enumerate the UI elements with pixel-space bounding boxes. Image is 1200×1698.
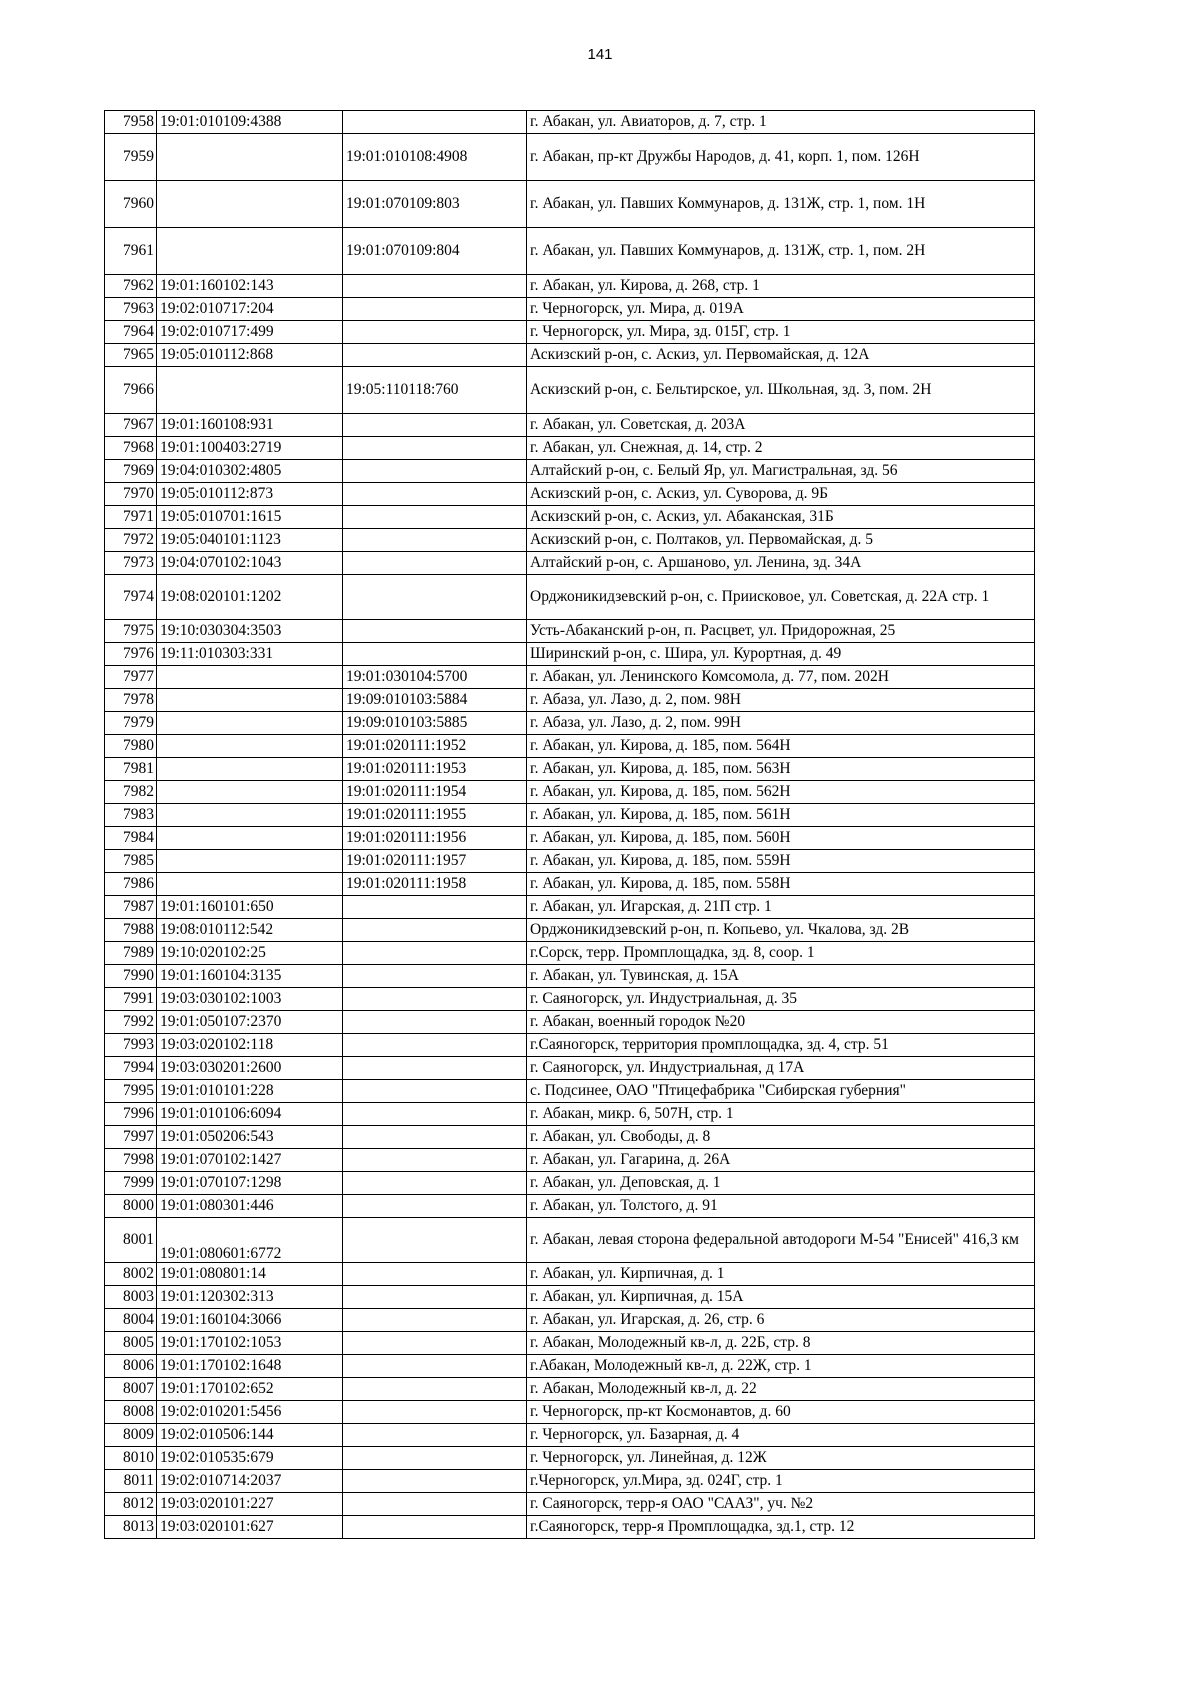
address-cell: г. Абакан, ул. Тувинская, д. 15А bbox=[527, 965, 1035, 988]
cadastral-number-cell: 19:01:010109:4388 bbox=[157, 111, 343, 134]
premises-cadastral-number-cell: 19:05:110118:760 bbox=[343, 367, 527, 414]
table-row bbox=[105, 1332, 1035, 1355]
address-cell: г. Черногорск, ул. Базарная, д. 4 bbox=[527, 1424, 1035, 1447]
premises-cadastral-number-cell bbox=[343, 1080, 527, 1103]
premises-cadastral-number-cell bbox=[343, 643, 527, 666]
cadastral-number-cell: 19:04:010302:4805 bbox=[157, 460, 343, 483]
premises-cadastral-number-cell bbox=[343, 988, 527, 1011]
address-cell: г. Абаза, ул. Лазо, д. 2, пом. 98Н bbox=[527, 689, 1035, 712]
table-row bbox=[105, 181, 1035, 228]
table-row bbox=[105, 827, 1035, 850]
premises-cadastral-number-cell bbox=[343, 1126, 527, 1149]
address-cell: г. Абакан, военный городок №20 bbox=[527, 1011, 1035, 1034]
premises-cadastral-number-cell bbox=[343, 620, 527, 643]
cadastral-number-cell bbox=[157, 735, 343, 758]
row-number-cell: 8008 bbox=[105, 1401, 157, 1424]
row-number-cell: 7979 bbox=[105, 712, 157, 735]
cadastral-number-cell bbox=[157, 873, 343, 896]
table-row bbox=[105, 344, 1035, 367]
cadastral-number-cell: 19:03:020101:627 bbox=[157, 1516, 343, 1539]
table-row bbox=[105, 1424, 1035, 1447]
cadastral-number-cell bbox=[157, 781, 343, 804]
address-cell: г. Абакан, Молодежный кв-л, д. 22Б, стр. 8 bbox=[527, 1332, 1035, 1355]
address-cell: г. Абакан, ул. Кирова, д. 185, пом. 564Н bbox=[527, 735, 1035, 758]
premises-cadastral-number-cell: 19:01:020111:1958 bbox=[343, 873, 527, 896]
row-number-cell: 7976 bbox=[105, 643, 157, 666]
table-row bbox=[105, 1263, 1035, 1286]
table-row bbox=[105, 873, 1035, 896]
cadastral-number-cell: 19:01:160102:143 bbox=[157, 275, 343, 298]
table-row bbox=[105, 758, 1035, 781]
premises-cadastral-number-cell: 19:01:020111:1957 bbox=[343, 850, 527, 873]
premises-cadastral-number-cell: 19:01:020111:1954 bbox=[343, 781, 527, 804]
cadastral-number-cell: 19:01:050107:2370 bbox=[157, 1011, 343, 1034]
row-number-cell: 7962 bbox=[105, 275, 157, 298]
cadastral-number-cell bbox=[157, 712, 343, 735]
table-row bbox=[105, 1401, 1035, 1424]
row-number-cell: 7994 bbox=[105, 1057, 157, 1080]
address-cell: г.Саяногорск, терр-я Промплощадка, зд.1, стр. 12 bbox=[527, 1516, 1035, 1539]
cadastral-number-cell bbox=[157, 181, 343, 228]
table-row bbox=[105, 437, 1035, 460]
cadastral-number-cell: 19:01:080301:446 bbox=[157, 1195, 343, 1218]
table-row bbox=[105, 919, 1035, 942]
address-cell: Аскизский р-он, с. Аскиз, ул. Первомайская, д. 12А bbox=[527, 344, 1035, 367]
row-number-cell: 7965 bbox=[105, 344, 157, 367]
premises-cadastral-number-cell: 19:01:070109:804 bbox=[343, 228, 527, 275]
premises-cadastral-number-cell: 19:01:010108:4908 bbox=[343, 134, 527, 181]
premises-cadastral-number-cell: 19:01:020111:1955 bbox=[343, 804, 527, 827]
address-cell: г. Абакан, ул. Авиаторов, д. 7, стр. 1 bbox=[527, 111, 1035, 134]
cadastral-number-cell bbox=[157, 689, 343, 712]
premises-cadastral-number-cell bbox=[343, 1263, 527, 1286]
cadastral-number-cell bbox=[157, 367, 343, 414]
row-number-cell: 8013 bbox=[105, 1516, 157, 1539]
cadastral-number-cell: 19:02:010535:679 bbox=[157, 1447, 343, 1470]
row-number-cell: 7991 bbox=[105, 988, 157, 1011]
premises-cadastral-number-cell bbox=[343, 1218, 527, 1263]
premises-cadastral-number-cell bbox=[343, 942, 527, 965]
table-row bbox=[105, 321, 1035, 344]
cadastral-number-cell: 19:05:010112:868 bbox=[157, 344, 343, 367]
cadastral-number-cell: 19:03:020102:118 bbox=[157, 1034, 343, 1057]
cadastral-number-cell: 19:01:160104:3135 bbox=[157, 965, 343, 988]
row-number-cell: 8010 bbox=[105, 1447, 157, 1470]
address-cell: Аскизский р-он, с. Бельтирское, ул. Школьная, зд. 3, пом. 2Н bbox=[527, 367, 1035, 414]
table-row bbox=[105, 111, 1035, 134]
table-row bbox=[105, 1309, 1035, 1332]
cadastral-number-cell: 19:05:040101:1123 bbox=[157, 529, 343, 552]
row-number-cell: 7959 bbox=[105, 134, 157, 181]
cadastral-number-cell: 19:01:160104:3066 bbox=[157, 1309, 343, 1332]
address-cell: г. Абакан, микр. 6, 507Н, стр. 1 bbox=[527, 1103, 1035, 1126]
row-number-cell: 8004 bbox=[105, 1309, 157, 1332]
row-number-cell: 8009 bbox=[105, 1424, 157, 1447]
cadastral-number-cell: 19:01:120302:313 bbox=[157, 1286, 343, 1309]
row-number-cell: 7980 bbox=[105, 735, 157, 758]
row-number-cell: 7990 bbox=[105, 965, 157, 988]
cadastral-number-cell: 19:01:080801:14 bbox=[157, 1263, 343, 1286]
address-cell: Усть-Абаканский р-он, п. Расцвет, ул. Придорожная, 25 bbox=[527, 620, 1035, 643]
row-number-cell: 7986 bbox=[105, 873, 157, 896]
premises-cadastral-number-cell bbox=[343, 1103, 527, 1126]
table-row bbox=[105, 1080, 1035, 1103]
address-cell: г. Абакан, ул. Советская, д. 203А bbox=[527, 414, 1035, 437]
row-number-cell: 7987 bbox=[105, 896, 157, 919]
premises-cadastral-number-cell bbox=[343, 1424, 527, 1447]
table-row bbox=[105, 1516, 1035, 1539]
premises-cadastral-number-cell bbox=[343, 1011, 527, 1034]
table-row bbox=[105, 988, 1035, 1011]
address-cell: г. Абакан, ул. Толстого, д. 91 bbox=[527, 1195, 1035, 1218]
premises-cadastral-number-cell bbox=[343, 1516, 527, 1539]
row-number-cell: 7969 bbox=[105, 460, 157, 483]
row-number-cell: 7993 bbox=[105, 1034, 157, 1057]
table-row bbox=[105, 965, 1035, 988]
row-number-cell: 7997 bbox=[105, 1126, 157, 1149]
address-cell: Орджоникидзевский р-он, с. Приисковое, ул. Советская, д. 22А стр. 1 bbox=[527, 575, 1035, 620]
premises-cadastral-number-cell bbox=[343, 298, 527, 321]
row-number-cell: 7984 bbox=[105, 827, 157, 850]
premises-cadastral-number-cell: 19:09:010103:5885 bbox=[343, 712, 527, 735]
address-cell: г. Абакан, ул. Кирова, д. 185, пом. 561Н bbox=[527, 804, 1035, 827]
premises-cadastral-number-cell: 19:01:030104:5700 bbox=[343, 666, 527, 689]
premises-cadastral-number-cell bbox=[343, 1172, 527, 1195]
cadastral-number-cell: 19:01:070107:1298 bbox=[157, 1172, 343, 1195]
cadastral-number-cell: 19:05:010112:873 bbox=[157, 483, 343, 506]
premises-cadastral-number-cell bbox=[343, 344, 527, 367]
cadastral-number-cell: 19:10:030304:3503 bbox=[157, 620, 343, 643]
row-number-cell: 8003 bbox=[105, 1286, 157, 1309]
row-number-cell: 7968 bbox=[105, 437, 157, 460]
table-row bbox=[105, 735, 1035, 758]
premises-cadastral-number-cell: 19:01:020111:1956 bbox=[343, 827, 527, 850]
address-cell: г.Сорск, терр. Промплощадка, зд. 8, соор. 1 bbox=[527, 942, 1035, 965]
row-number-cell: 7981 bbox=[105, 758, 157, 781]
address-cell: г. Абакан, ул. Кирпичная, д. 1 bbox=[527, 1263, 1035, 1286]
property-table-body bbox=[105, 111, 1035, 1539]
premises-cadastral-number-cell bbox=[343, 1286, 527, 1309]
address-cell: г.Абакан, Молодежный кв-л, д. 22Ж, стр. 1 bbox=[527, 1355, 1035, 1378]
table-row bbox=[105, 896, 1035, 919]
cadastral-number-cell: 19:08:020101:1202 bbox=[157, 575, 343, 620]
premises-cadastral-number-cell: 19:01:020111:1952 bbox=[343, 735, 527, 758]
address-cell: Алтайский р-он, с. Белый Яр, ул. Магистральная, зд. 56 bbox=[527, 460, 1035, 483]
address-cell: г. Абакан, ул. Павших Коммунаров, д. 131Ж, стр. 1, пом. 1Н bbox=[527, 181, 1035, 228]
cadastral-number-cell bbox=[157, 850, 343, 873]
premises-cadastral-number-cell bbox=[343, 1447, 527, 1470]
row-number-cell: 7970 bbox=[105, 483, 157, 506]
address-cell: г. Абакан, ул. Павших Коммунаров, д. 131Ж, стр. 1, пом. 2Н bbox=[527, 228, 1035, 275]
row-number-cell: 8011 bbox=[105, 1470, 157, 1493]
address-cell: г. Абакан, ул. Ленинского Комсомола, д. 77, пом. 202Н bbox=[527, 666, 1035, 689]
row-number-cell: 7974 bbox=[105, 575, 157, 620]
cadastral-number-cell: 19:08:010112:542 bbox=[157, 919, 343, 942]
row-number-cell: 8002 bbox=[105, 1263, 157, 1286]
premises-cadastral-number-cell bbox=[343, 321, 527, 344]
table-row bbox=[105, 414, 1035, 437]
address-cell: г. Саяногорск, терр-я ОАО "СААЗ", уч. №2 bbox=[527, 1493, 1035, 1516]
page-number: 141 bbox=[587, 46, 613, 63]
premises-cadastral-number-cell bbox=[343, 965, 527, 988]
row-number-cell: 7971 bbox=[105, 506, 157, 529]
premises-cadastral-number-cell bbox=[343, 460, 527, 483]
row-number-cell: 7983 bbox=[105, 804, 157, 827]
address-cell: г. Абакан, Молодежный кв-л, д. 22 bbox=[527, 1378, 1035, 1401]
cadastral-number-cell: 19:02:010717:204 bbox=[157, 298, 343, 321]
cadastral-number-cell: 19:01:170102:652 bbox=[157, 1378, 343, 1401]
cadastral-number-cell bbox=[157, 827, 343, 850]
table-row bbox=[105, 781, 1035, 804]
row-number-cell: 7966 bbox=[105, 367, 157, 414]
table-row bbox=[105, 367, 1035, 414]
cadastral-number-cell: 19:01:170102:1648 bbox=[157, 1355, 343, 1378]
table-row bbox=[105, 1057, 1035, 1080]
address-cell: г. Абакан, ул. Свободы, д. 8 bbox=[527, 1126, 1035, 1149]
premises-cadastral-number-cell bbox=[343, 552, 527, 575]
premises-cadastral-number-cell bbox=[343, 1309, 527, 1332]
premises-cadastral-number-cell bbox=[343, 414, 527, 437]
table-row bbox=[105, 1149, 1035, 1172]
address-cell: г. Черногорск, ул. Линейная, д. 12Ж bbox=[527, 1447, 1035, 1470]
premises-cadastral-number-cell bbox=[343, 111, 527, 134]
premises-cadastral-number-cell bbox=[343, 1149, 527, 1172]
premises-cadastral-number-cell: 19:01:020111:1953 bbox=[343, 758, 527, 781]
table-row bbox=[105, 552, 1035, 575]
row-number-cell: 7960 bbox=[105, 181, 157, 228]
cadastral-number-cell: 19:01:050206:543 bbox=[157, 1126, 343, 1149]
cadastral-number-cell bbox=[157, 134, 343, 181]
premises-cadastral-number-cell bbox=[343, 1057, 527, 1080]
premises-cadastral-number-cell bbox=[343, 919, 527, 942]
premises-cadastral-number-cell bbox=[343, 437, 527, 460]
cadastral-number-cell: 19:05:010701:1615 bbox=[157, 506, 343, 529]
cadastral-number-cell: 19:02:010714:2037 bbox=[157, 1470, 343, 1493]
premises-cadastral-number-cell: 19:01:070109:803 bbox=[343, 181, 527, 228]
row-number-cell: 7967 bbox=[105, 414, 157, 437]
premises-cadastral-number-cell bbox=[343, 1355, 527, 1378]
table-row bbox=[105, 1011, 1035, 1034]
address-cell: г. Абакан, ул. Снежная, д. 14, стр. 2 bbox=[527, 437, 1035, 460]
row-number-cell: 8000 bbox=[105, 1195, 157, 1218]
address-cell: г. Абакан, ул. Кирова, д. 268, стр. 1 bbox=[527, 275, 1035, 298]
table-row bbox=[105, 1355, 1035, 1378]
table-row bbox=[105, 134, 1035, 181]
table-row bbox=[105, 1493, 1035, 1516]
cadastral-number-cell: 19:01:070102:1427 bbox=[157, 1149, 343, 1172]
table-row bbox=[105, 575, 1035, 620]
address-cell: г. Абакан, ул. Кирова, д. 185, пом. 560Н bbox=[527, 827, 1035, 850]
table-row bbox=[105, 506, 1035, 529]
table-row bbox=[105, 228, 1035, 275]
table-row bbox=[105, 529, 1035, 552]
address-cell: г. Абакан, ул. Деповская, д. 1 bbox=[527, 1172, 1035, 1195]
table-row bbox=[105, 620, 1035, 643]
cadastral-number-cell bbox=[157, 758, 343, 781]
row-number-cell: 8012 bbox=[105, 1493, 157, 1516]
row-number-cell: 7977 bbox=[105, 666, 157, 689]
table-row bbox=[105, 666, 1035, 689]
cadastral-number-cell: 19:10:020102:25 bbox=[157, 942, 343, 965]
row-number-cell: 8007 bbox=[105, 1378, 157, 1401]
table-row bbox=[105, 942, 1035, 965]
row-number-cell: 7998 bbox=[105, 1149, 157, 1172]
address-cell: г. Саяногорск, ул. Индустриальная, д 17А bbox=[527, 1057, 1035, 1080]
row-number-cell: 8006 bbox=[105, 1355, 157, 1378]
premises-cadastral-number-cell bbox=[343, 1470, 527, 1493]
table-row bbox=[105, 1103, 1035, 1126]
row-number-cell: 7985 bbox=[105, 850, 157, 873]
premises-cadastral-number-cell bbox=[343, 1332, 527, 1355]
address-cell: г. Абакан, ул. Игарская, д. 21П стр. 1 bbox=[527, 896, 1035, 919]
address-cell: Ширинский р-он, с. Шира, ул. Курортная, д. 49 bbox=[527, 643, 1035, 666]
cadastral-number-cell: 19:01:010106:6094 bbox=[157, 1103, 343, 1126]
table-row bbox=[105, 850, 1035, 873]
table-row bbox=[105, 298, 1035, 321]
table-row bbox=[105, 1378, 1035, 1401]
premises-cadastral-number-cell bbox=[343, 1401, 527, 1424]
address-cell: г. Черногорск, пр-кт Космонавтов, д. 60 bbox=[527, 1401, 1035, 1424]
address-cell: г. Абакан, ул. Кирова, д. 185, пом. 563Н bbox=[527, 758, 1035, 781]
cadastral-number-cell bbox=[157, 666, 343, 689]
address-cell: г. Абакан, ул. Кирпичная, д. 15А bbox=[527, 1286, 1035, 1309]
premises-cadastral-number-cell bbox=[343, 483, 527, 506]
row-number-cell: 7964 bbox=[105, 321, 157, 344]
row-number-cell: 7988 bbox=[105, 919, 157, 942]
cadastral-number-cell bbox=[157, 228, 343, 275]
premises-cadastral-number-cell bbox=[343, 896, 527, 919]
address-cell: Аскизский р-он, с. Полтаков, ул. Первомайская, д. 5 bbox=[527, 529, 1035, 552]
address-cell: г.Саяногорск, территория промплощадка, зд. 4, стр. 51 bbox=[527, 1034, 1035, 1057]
table-row bbox=[105, 460, 1035, 483]
row-number-cell: 7982 bbox=[105, 781, 157, 804]
cadastral-number-cell: 19:04:070102:1043 bbox=[157, 552, 343, 575]
cadastral-number-cell: 19:01:160101:650 bbox=[157, 896, 343, 919]
cadastral-number-cell: 19:02:010201:5456 bbox=[157, 1401, 343, 1424]
table-row bbox=[105, 804, 1035, 827]
row-number-cell: 7972 bbox=[105, 529, 157, 552]
premises-cadastral-number-cell bbox=[343, 1378, 527, 1401]
premises-cadastral-number-cell bbox=[343, 506, 527, 529]
row-number-cell: 7963 bbox=[105, 298, 157, 321]
row-number-cell: 7995 bbox=[105, 1080, 157, 1103]
row-number-cell: 7996 bbox=[105, 1103, 157, 1126]
address-cell: г. Абакан, ул. Игарская, д. 26, стр. 6 bbox=[527, 1309, 1035, 1332]
table-row bbox=[105, 1126, 1035, 1149]
row-number-cell: 7989 bbox=[105, 942, 157, 965]
row-number-cell: 8001 bbox=[105, 1218, 157, 1263]
premises-cadastral-number-cell bbox=[343, 1034, 527, 1057]
table-row bbox=[105, 689, 1035, 712]
cadastral-number-cell: 19:03:030201:2600 bbox=[157, 1057, 343, 1080]
premises-cadastral-number-cell bbox=[343, 1493, 527, 1516]
premises-cadastral-number-cell bbox=[343, 575, 527, 620]
table-row bbox=[105, 1286, 1035, 1309]
address-cell: Алтайский р-он, с. Аршаново, ул. Ленина, зд. 34А bbox=[527, 552, 1035, 575]
address-cell: г. Абакан, пр-кт Дружбы Народов, д. 41, корп. 1, пом. 126Н bbox=[527, 134, 1035, 181]
address-cell: Аскизский р-он, с. Аскиз, ул. Суворова, д. 9Б bbox=[527, 483, 1035, 506]
premises-cadastral-number-cell bbox=[343, 275, 527, 298]
table-row bbox=[105, 1172, 1035, 1195]
cadastral-number-cell: 19:01:170102:1053 bbox=[157, 1332, 343, 1355]
address-cell: г. Абакан, ул. Гагарина, д. 26А bbox=[527, 1149, 1035, 1172]
table-row bbox=[105, 1218, 1035, 1263]
row-number-cell: 7992 bbox=[105, 1011, 157, 1034]
address-cell: г. Абакан, левая сторона федеральной автодороги М-54 "Енисей" 416,3 км bbox=[527, 1218, 1035, 1263]
cadastral-number-cell: 19:01:010101:228 bbox=[157, 1080, 343, 1103]
address-cell: г. Абакан, ул. Кирова, д. 185, пом. 559Н bbox=[527, 850, 1035, 873]
table-row bbox=[105, 483, 1035, 506]
address-cell: г. Саяногорск, ул. Индустриальная, д. 35 bbox=[527, 988, 1035, 1011]
address-cell: г. Абаза, ул. Лазо, д. 2, пом. 99Н bbox=[527, 712, 1035, 735]
cadastral-number-cell: 19:01:160108:931 bbox=[157, 414, 343, 437]
cadastral-number-cell: 19:03:020101:227 bbox=[157, 1493, 343, 1516]
address-cell: г.Черногорск, ул.Мира, зд. 024Г, стр. 1 bbox=[527, 1470, 1035, 1493]
address-cell: г. Абакан, ул. Кирова, д. 185, пом. 562Н bbox=[527, 781, 1035, 804]
table-row bbox=[105, 275, 1035, 298]
premises-cadastral-number-cell: 19:09:010103:5884 bbox=[343, 689, 527, 712]
cadastral-number-cell bbox=[157, 804, 343, 827]
table-row bbox=[105, 1195, 1035, 1218]
row-number-cell: 7975 bbox=[105, 620, 157, 643]
address-cell: г. Черногорск, ул. Мира, зд. 015Г, стр. 1 bbox=[527, 321, 1035, 344]
table-row bbox=[105, 1470, 1035, 1493]
address-cell: с. Подсинее, ОАО "Птицефабрика "Сибирская губерния" bbox=[527, 1080, 1035, 1103]
address-cell: Аскизский р-он, с. Аскиз, ул. Абаканская, 31Б bbox=[527, 506, 1035, 529]
cadastral-number-cell: 19:02:010717:499 bbox=[157, 321, 343, 344]
address-cell: г. Абакан, ул. Кирова, д. 185, пом. 558Н bbox=[527, 873, 1035, 896]
address-cell: Орджоникидзевский р-он, п. Копьево, ул. Чкалова, зд. 2В bbox=[527, 919, 1035, 942]
cadastral-number-cell: 19:02:010506:144 bbox=[157, 1424, 343, 1447]
table-row bbox=[105, 1034, 1035, 1057]
cadastral-number-cell: 19:01:080601:6772 bbox=[157, 1218, 343, 1263]
table-row bbox=[105, 1447, 1035, 1470]
cadastral-number-cell: 19:01:100403:2719 bbox=[157, 437, 343, 460]
address-cell: г. Черногорск, ул. Мира, д. 019А bbox=[527, 298, 1035, 321]
table-row bbox=[105, 643, 1035, 666]
table-row bbox=[105, 712, 1035, 735]
cadastral-number-cell: 19:11:010303:331 bbox=[157, 643, 343, 666]
row-number-cell: 7973 bbox=[105, 552, 157, 575]
row-number-cell: 7999 bbox=[105, 1172, 157, 1195]
cadastral-number-cell: 19:03:030102:1003 bbox=[157, 988, 343, 1011]
property-table bbox=[104, 110, 1035, 1539]
row-number-cell: 8005 bbox=[105, 1332, 157, 1355]
premises-cadastral-number-cell bbox=[343, 529, 527, 552]
row-number-cell: 7958 bbox=[105, 111, 157, 134]
row-number-cell: 7961 bbox=[105, 228, 157, 275]
premises-cadastral-number-cell bbox=[343, 1195, 527, 1218]
property-table-container bbox=[104, 110, 1034, 1539]
row-number-cell: 7978 bbox=[105, 689, 157, 712]
